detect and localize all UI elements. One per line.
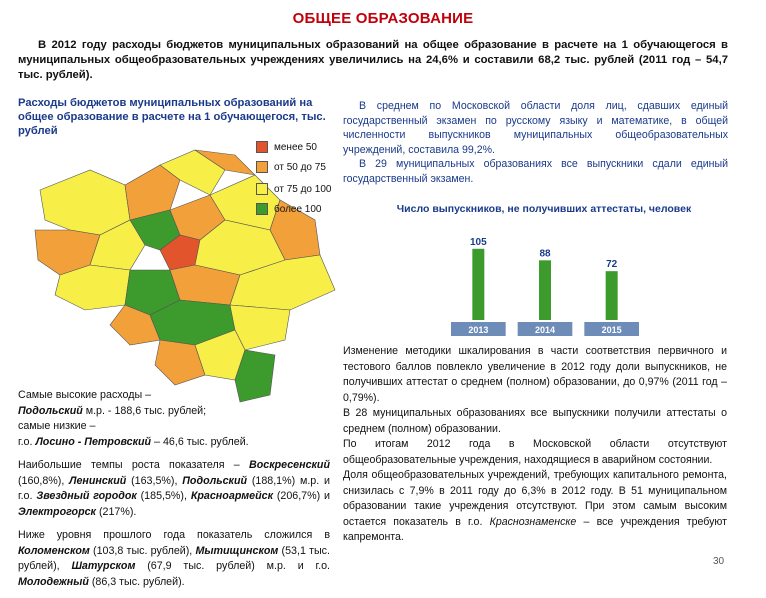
text-span: (53,1 тыс. рублей), (18, 544, 330, 572)
bar-chart-title: Число выпускников, не получивших аттестаты, человек (396, 203, 692, 215)
text-span: Доля общеобразовательных учреждений, требующих капитального ремонта, снизилась с 7,9% в 2011 году до 6,3% в 2012 году. В 51 муниципальном образовании такие учреждения отсутствуют. При этом самым высоким остается показатель в г.о. (343, 469, 727, 528)
map-region-nw (40, 170, 130, 235)
text-span: (86,3 тыс. рублей). (88, 575, 185, 588)
text-span: (163,5%), (126, 474, 183, 487)
text-span-italic: Краснознаменске (489, 515, 577, 528)
text-span-bold: Подольский (18, 404, 83, 417)
ege-paragraph-2: В 29 муниципальных образованиях все выпускники сдали единый государственный экзамен. (343, 158, 728, 185)
text-span: (185,5%), (136, 490, 191, 502)
text-span: – 46,6 тыс. рублей. (151, 435, 249, 448)
text-span-bold: Лосино - Петровский (35, 435, 152, 448)
legend-label: более 100 (274, 203, 322, 215)
text-span-bold: Молодежный (18, 575, 89, 588)
text-span: (188,1%) м.р. и г.о. (18, 474, 330, 502)
spending-paragraph-2 (18, 458, 330, 520)
text-span-bold: Воскресенский (249, 459, 330, 471)
text-span-bold: Электрогорск (18, 505, 96, 518)
category-label: 2014 (534, 325, 556, 335)
map-caption: Расходы бюджетов муниципальных образований на общее образование в расчете на 1 обучающегося, тыс. рублей (18, 97, 326, 137)
text-span: (206,7%) и (272, 490, 331, 502)
page-number: 30 (713, 556, 725, 567)
legend-item (256, 182, 331, 196)
text-span: самые низкие – (18, 420, 96, 432)
text-span-bold: Мытищинском (195, 544, 279, 557)
legend-item (256, 160, 326, 174)
spending-paragraph-1 (18, 388, 330, 450)
certificates-paragraph-3: По итогам 2012 года в Московской области отсутствуют общеобразовательные учреждения, находящиеся в аварийном состоянии. (343, 438, 727, 466)
text-span: Ниже уровня прошлого года показатель сложился в (18, 529, 330, 541)
text-span: (67,9 тыс. рублей) м.р. и г.о. (135, 560, 330, 572)
legend-swatch (256, 161, 268, 173)
bar-2015 (606, 271, 618, 320)
ege-section (343, 99, 728, 186)
text-span-bold: Ленинский (69, 474, 127, 487)
moscow-region-map (30, 140, 360, 410)
text-span-bold: Звездный городок (36, 490, 137, 502)
legend-swatch (256, 183, 268, 195)
text-span-bold: Коломенском (18, 544, 90, 557)
text-span: Самые высокие расходы – (18, 389, 152, 401)
text-span: (103,8 тыс. рублей), (89, 544, 196, 557)
text-span: (160,8%), (18, 474, 70, 487)
text-span-bold: Шатурском (71, 560, 136, 572)
bar-value-label: 72 (606, 259, 618, 271)
bar-value-label: 88 (539, 248, 551, 260)
category-label: 2015 (601, 325, 622, 335)
bar-2014 (539, 260, 551, 320)
text-span: – все учреждения требуют капремонта. (343, 515, 727, 543)
certificates-paragraph-2: В 28 муниципальных образованиях все выпускники получили аттестаты о среднем (полном) образовании. (343, 407, 727, 435)
graduates-bar-chart (445, 232, 645, 342)
legend-swatch (256, 141, 268, 153)
legend-swatch (256, 203, 268, 215)
text-span: м.р. - 188,6 тыс. рублей; (82, 404, 207, 417)
legend-label: от 50 до 75 (274, 161, 326, 173)
legend-item (256, 140, 317, 154)
ege-paragraph-1: В среднем по Московской области доля лиц, сдавших единый государственный экзамен по русскому языку и математике, в общей численности выпускников муниципальных общеобразовательных учреждений, составила 99,2%. (343, 100, 728, 156)
text-span-bold: Подольский (182, 474, 248, 487)
legend-item (256, 202, 322, 216)
page-title: ОБЩЕЕ ОБРАЗОВАНИЕ (292, 10, 474, 27)
text-span: Наибольшие темпы роста показателя – (18, 459, 250, 471)
text-span: (217%). (95, 505, 137, 518)
text-span: г.о. (18, 435, 36, 448)
certificates-paragraph-1: Изменение методики шкалирования в части соответствия первичного и тестового баллов повлекло увеличение в 2012 году доли выпускников, не получивших аттестат о среднем (полном) образовании, до 0,97% (2011 год – 0,79%). (343, 345, 727, 404)
bar-2013 (472, 249, 484, 320)
intro-paragraph: В 2012 году расходы бюджетов муниципальных образований на общее образование в расчете на 1 обучающегося в муниципальных общеобразовательных учреждениях увеличились на 24,6% и составили 68,2 тыс. рублей (2011 год – 54,7 тыс. рублей). (18, 39, 728, 81)
category-label: 2013 (468, 325, 489, 335)
certificates-paragraph-4 (343, 468, 727, 546)
text-span-bold: Красноармейск (190, 490, 273, 502)
spending-paragraph-3 (18, 528, 330, 590)
legend-label: менее 50 (274, 141, 317, 153)
bar-value-label: 105 (469, 236, 487, 248)
legend-label: от 75 до 100 (274, 183, 332, 195)
spending-notes (18, 388, 330, 598)
certificates-section (343, 344, 727, 546)
